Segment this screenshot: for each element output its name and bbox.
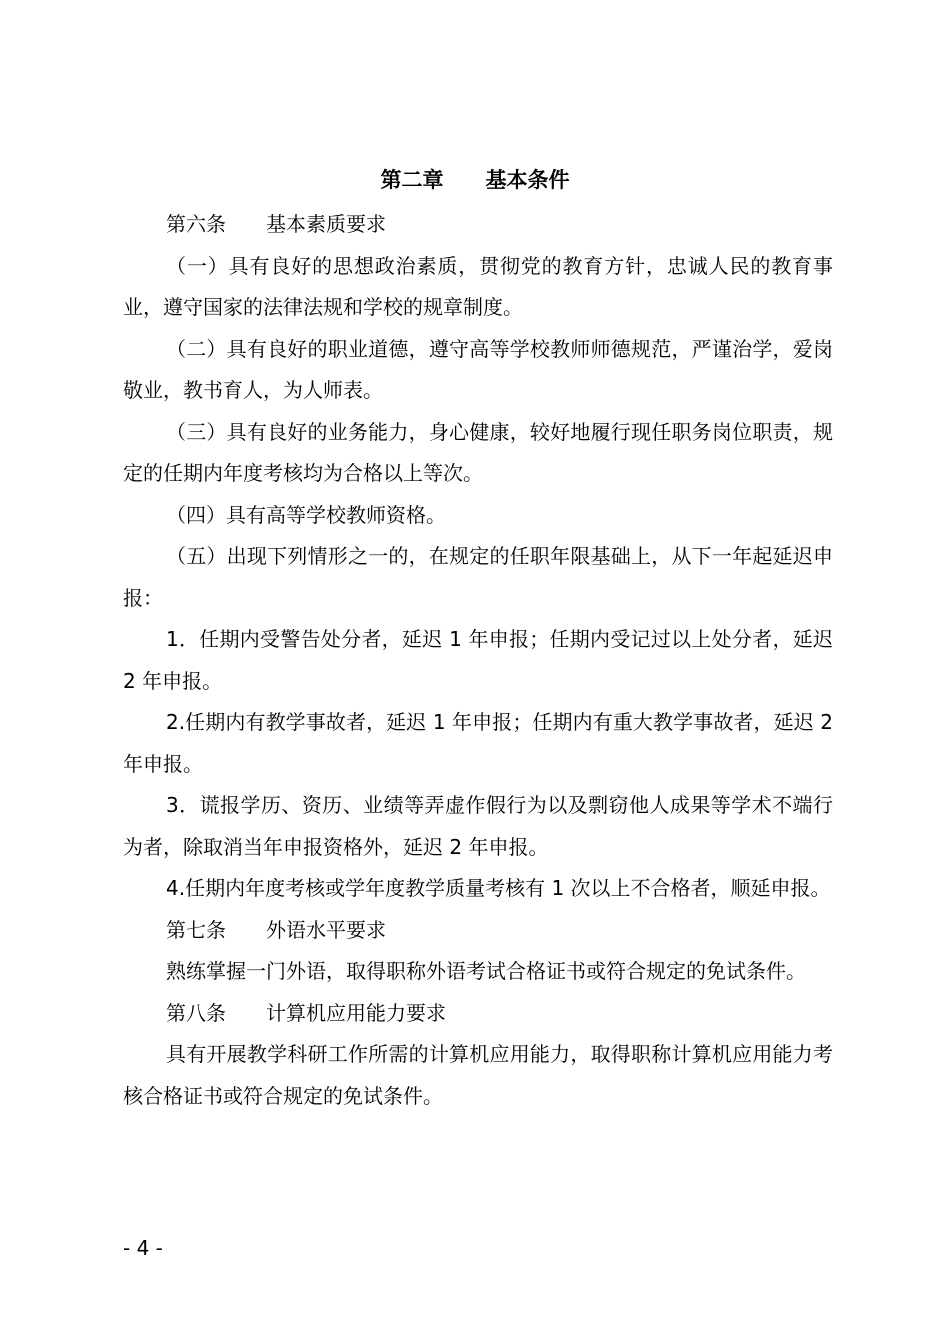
article-6-item-2: （二）具有良好的职业道德，遵守高等学校教师师德规范，严谨治学，爱岗敬业，教书育人，为人师表。 [123, 336, 833, 402]
article-6-item-3: （三）具有良好的业务能力，身心健康，较好地履行现任职务岗位职责，规定的任期内年度考核均为合格以上等次。 [123, 419, 833, 485]
article-7-body: 熟练掌握一门外语，取得职称外语考试合格证书或符合规定的免试条件。 [166, 959, 806, 983]
article-6-heading: 第六条 基本素质要求 [166, 212, 386, 236]
document-body [123, 204, 833, 1117]
article-8-body: 具有开展教学科研工作所需的计算机应用能力，取得职称计算机应用能力考核合格证书或符合规定的免试条件。 [123, 1042, 833, 1108]
article-6-item-4: （四）具有高等学校教师资格。 [166, 502, 446, 527]
article-6-subitem-3: 3．谎报学历、资历、业绩等弄虚作假行为以及剽窃他人成果等学术不端行为者，除取消当年申报资格外，延迟 2 年申报。 [123, 793, 833, 859]
article-8-heading: 第八条 计算机应用能力要求 [166, 1000, 446, 1025]
article-6-subitem-2: 2.任期内有教学事故者，延迟 1 年申报；任期内有重大教学事故者，延迟 2 年申报。 [123, 710, 833, 776]
article-6-item-5: （五）出现下列情形之一的，在规定的任职年限基础上，从下一年起延迟申报： [123, 544, 833, 610]
article-7-heading: 第七条 外语水平要求 [166, 917, 386, 942]
article-6-subitem-4: 4.任期内年度考核或学年度教学质量考核有 1 次以上不合格者，顺延申报。 [166, 876, 831, 900]
chapter-title: 第二章 基本条件 [380, 168, 570, 192]
article-6-item-1: （一）具有良好的思想政治素质，贯彻党的教育方针，忠诚人民的教育事业，遵守国家的法律法规和学校的规章制度。 [123, 253, 833, 319]
article-6-subitem-1: 1．任期内受警告处分者，延迟 1 年申报；任期内受记过以上处分者，延迟 2 年申报。 [123, 627, 833, 693]
page-number: - 4 - [123, 1236, 163, 1260]
